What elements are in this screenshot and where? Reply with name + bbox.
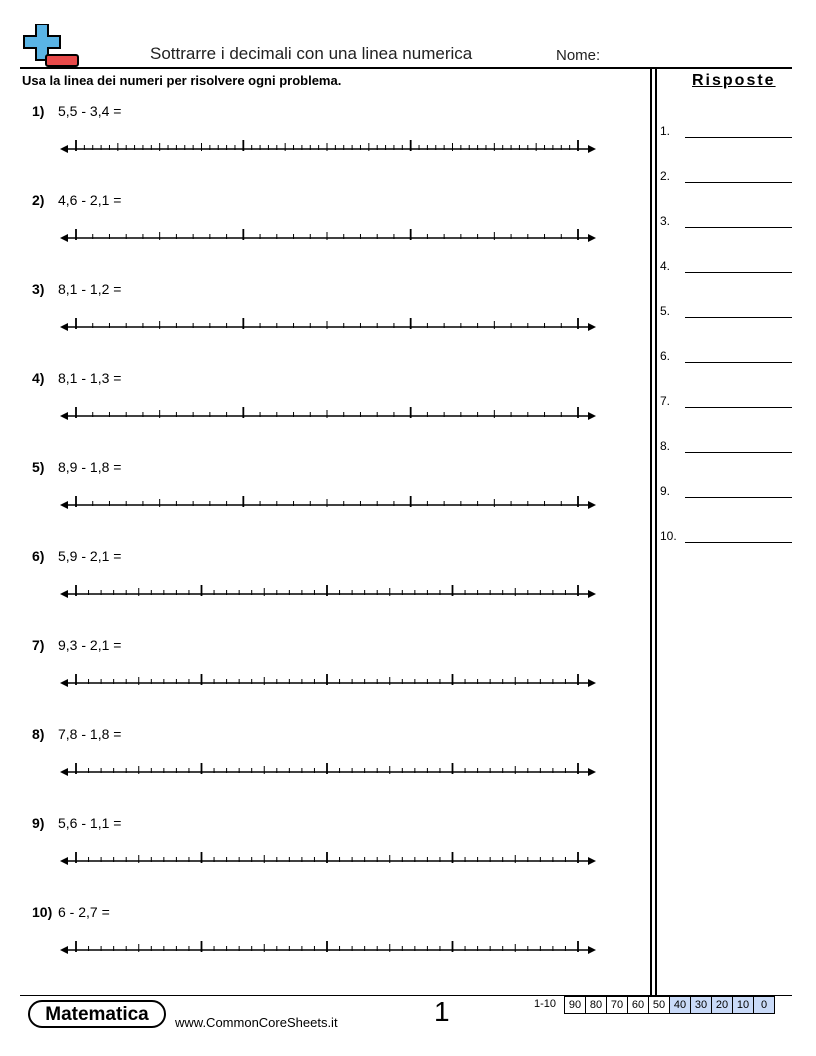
answer-blank[interactable] <box>685 182 792 183</box>
problem <box>0 370 650 460</box>
arrow-left-icon <box>60 501 68 509</box>
problem-expression: 6 - 2,7 = <box>58 904 110 920</box>
answer-blank[interactable] <box>685 272 792 273</box>
score-cell: 30 <box>691 997 712 1014</box>
problem <box>0 726 650 816</box>
problem-number: 2) <box>32 192 45 208</box>
answer-row <box>660 529 795 549</box>
answer-row <box>660 439 795 459</box>
arrow-right-icon <box>588 679 596 687</box>
problem <box>0 459 650 549</box>
problem <box>0 904 650 994</box>
arrow-right-icon <box>588 590 596 598</box>
answer-blank[interactable] <box>685 317 792 318</box>
number-line <box>58 748 598 782</box>
arrow-right-icon <box>588 323 596 331</box>
answer-number: 4. <box>660 259 671 273</box>
number-line <box>58 125 598 159</box>
problem-expression: 8,1 - 1,2 = <box>58 281 122 297</box>
answer-blank[interactable] <box>685 497 792 498</box>
problem-number: 6) <box>32 548 45 564</box>
number-line <box>58 481 598 515</box>
answers-title: Risposte <box>692 72 776 89</box>
answer-number: 5. <box>660 304 671 318</box>
problem-number: 7) <box>32 637 45 653</box>
answer-row <box>660 394 795 414</box>
answer-row <box>660 169 795 189</box>
score-cell: 10 <box>733 997 754 1014</box>
score-table <box>564 996 775 1014</box>
problem-expression: 9,3 - 2,1 = <box>58 637 122 653</box>
answer-number: 8. <box>660 439 671 453</box>
answer-number: 3. <box>660 214 671 228</box>
arrow-left-icon <box>60 590 68 598</box>
score-cell: 50 <box>649 997 670 1014</box>
answer-number: 10. <box>660 529 677 543</box>
problem-number: 4) <box>32 370 45 386</box>
problem-expression: 5,9 - 2,1 = <box>58 548 122 564</box>
page-number: 1 <box>434 996 450 1027</box>
answer-blank[interactable] <box>685 407 792 408</box>
problem-number: 5) <box>32 459 45 475</box>
score-cell: 0 <box>754 997 775 1014</box>
problem-expression: 8,1 - 1,3 = <box>58 370 122 386</box>
column-divider <box>655 68 657 996</box>
number-line <box>58 392 598 426</box>
arrow-left-icon <box>60 679 68 687</box>
arrow-right-icon <box>588 234 596 242</box>
arrow-left-icon <box>60 768 68 776</box>
answer-blank[interactable] <box>685 542 792 543</box>
answer-number: 2. <box>660 169 671 183</box>
worksheet-title: Sottrarre i decimali con una linea numerica <box>150 44 473 63</box>
score-cell: 60 <box>628 997 649 1014</box>
problem <box>0 815 650 905</box>
problem <box>0 192 650 282</box>
arrow-right-icon <box>588 501 596 509</box>
problem <box>0 637 650 727</box>
arrow-left-icon <box>60 412 68 420</box>
number-line <box>58 837 598 871</box>
answer-number: 1. <box>660 124 671 138</box>
number-line <box>58 926 598 960</box>
problem-expression: 7,8 - 1,8 = <box>58 726 122 742</box>
answer-blank[interactable] <box>685 452 792 453</box>
answer-number: 7. <box>660 394 671 408</box>
arrow-right-icon <box>588 946 596 954</box>
arrow-right-icon <box>588 145 596 153</box>
arrow-right-icon <box>588 857 596 865</box>
instructions: Usa la linea dei numeri per risolvere ogni problema. <box>22 73 342 88</box>
score-cell: 20 <box>712 997 733 1014</box>
answer-number: 6. <box>660 349 671 363</box>
answer-row <box>660 304 795 324</box>
answer-row <box>660 214 795 234</box>
problem-number: 10) <box>32 904 53 920</box>
score-cell: 90 <box>565 997 586 1014</box>
answer-blank[interactable] <box>685 227 792 228</box>
problem-expression: 5,6 - 1,1 = <box>58 815 122 831</box>
arrow-left-icon <box>60 145 68 153</box>
arrow-right-icon <box>588 768 596 776</box>
answer-row <box>660 124 795 144</box>
number-line <box>58 303 598 337</box>
logo-icon <box>22 24 80 68</box>
score-cell: 80 <box>586 997 607 1014</box>
number-line <box>58 214 598 248</box>
website-label: www.CommonCoreSheets.it <box>175 1015 338 1030</box>
score-range-label: 1-10 <box>534 998 557 1010</box>
column-divider <box>650 68 652 996</box>
score-cell: 70 <box>607 997 628 1014</box>
problem <box>0 548 650 638</box>
arrow-left-icon <box>60 234 68 242</box>
problem-number: 3) <box>32 281 45 297</box>
arrow-left-icon <box>60 857 68 865</box>
problem-number: 8) <box>32 726 45 742</box>
answer-blank[interactable] <box>685 362 792 363</box>
score-cell: 40 <box>670 997 691 1014</box>
problem-number: 1) <box>32 103 45 119</box>
number-line <box>58 570 598 604</box>
problem <box>0 103 650 193</box>
problem-expression: 5,5 - 3,4 = <box>58 103 122 119</box>
arrow-left-icon <box>60 946 68 954</box>
subject-badge: Matematica <box>28 1000 166 1028</box>
name-label: Nome: <box>556 47 601 64</box>
answer-blank[interactable] <box>685 137 792 138</box>
answer-row <box>660 349 795 369</box>
problem-number: 9) <box>32 815 45 831</box>
answer-number: 9. <box>660 484 671 498</box>
number-line <box>58 659 598 693</box>
answer-row <box>660 484 795 504</box>
problem-expression: 8,9 - 1,8 = <box>58 459 122 475</box>
problem-expression: 4,6 - 2,1 = <box>58 192 122 208</box>
problem <box>0 281 650 371</box>
arrow-left-icon <box>60 323 68 331</box>
header-divider <box>20 67 792 69</box>
answer-row <box>660 259 795 279</box>
arrow-right-icon <box>588 412 596 420</box>
